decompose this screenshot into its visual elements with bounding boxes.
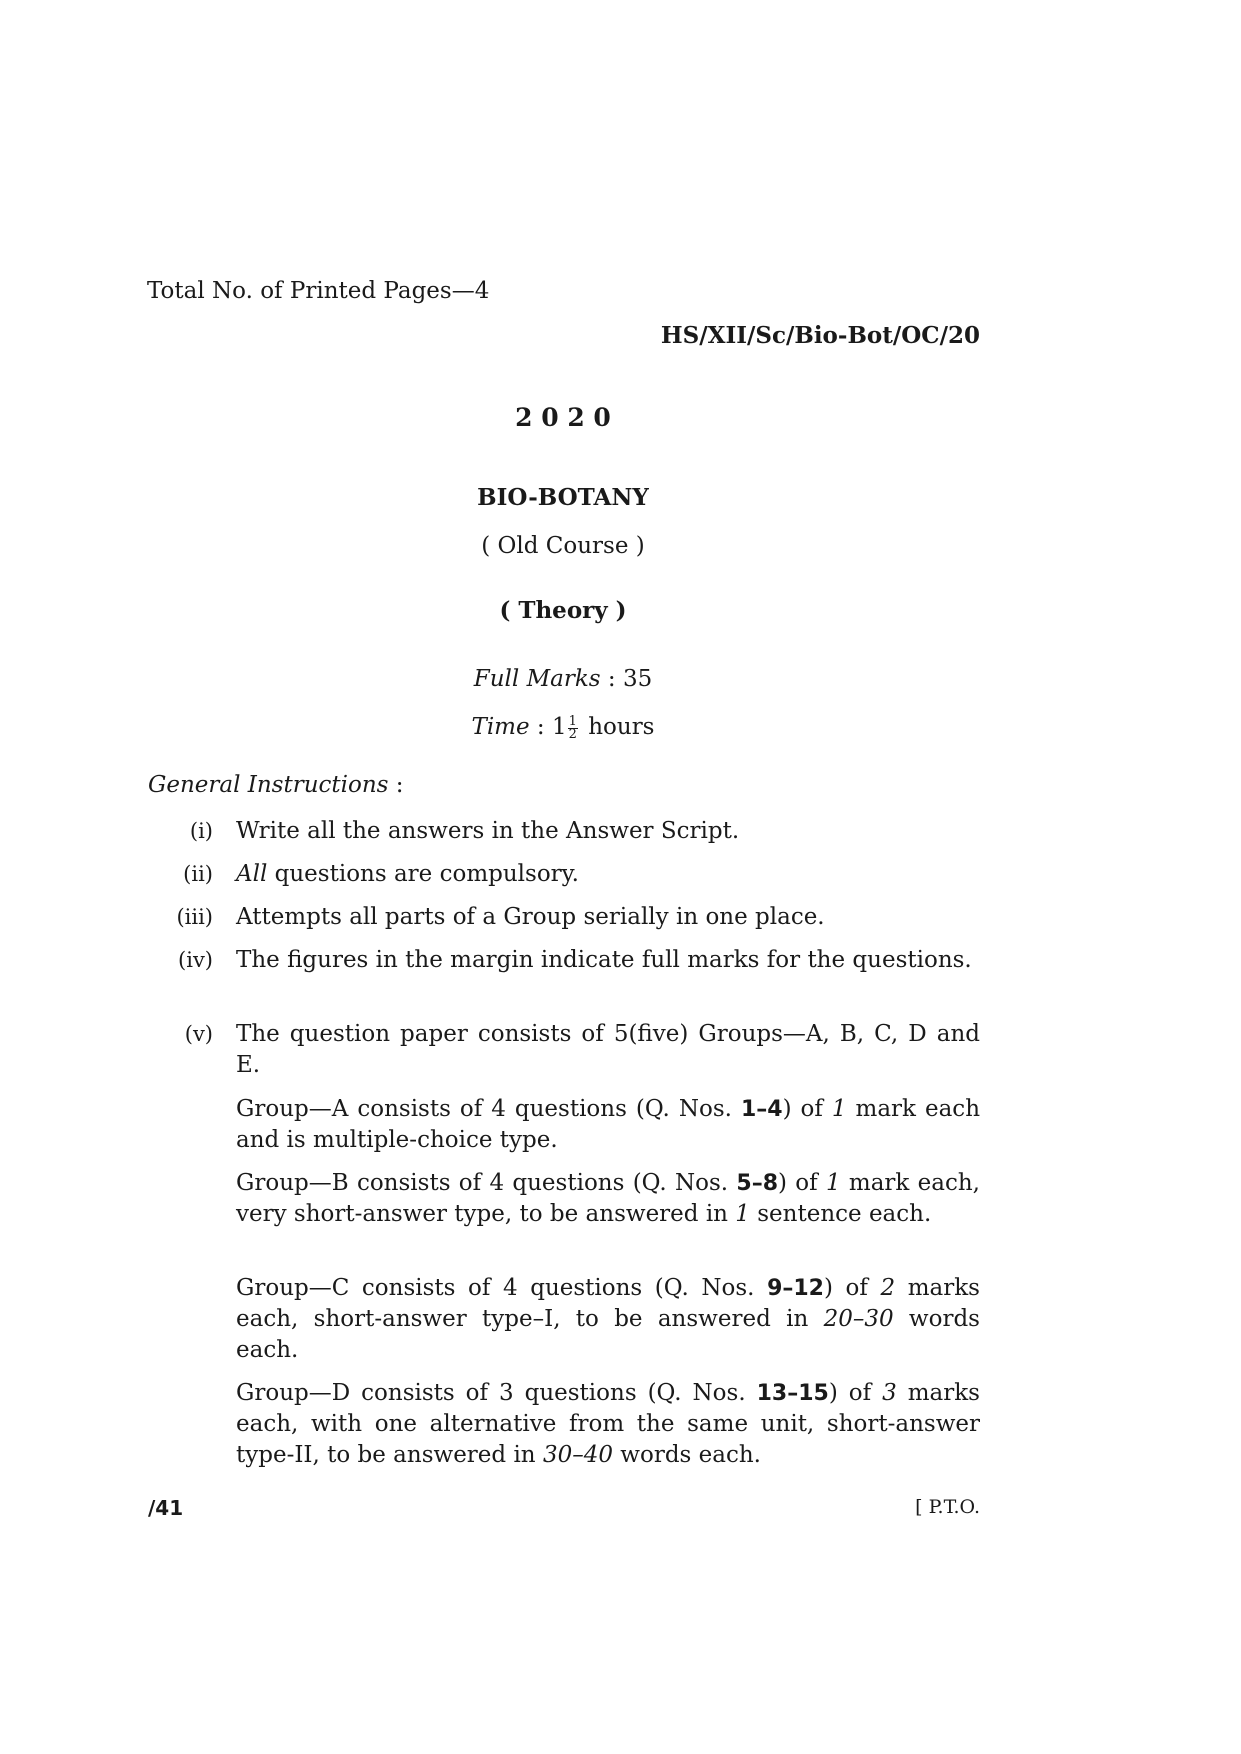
- course-label: ( Old Course ): [481, 533, 645, 559]
- instructions-heading-text: General Instructions: [148, 772, 389, 798]
- time-fraction-numerator: 1: [568, 713, 577, 729]
- instruction-number: (iv): [178, 948, 213, 972]
- group-c-description: [236, 1273, 980, 1366]
- time-fraction: [568, 713, 578, 742]
- instruction-number: (ii): [183, 862, 213, 886]
- group-text: Group—B consists of 4 questions (Q. Nos.: [236, 1170, 737, 1196]
- group-text: words each.: [612, 1442, 761, 1468]
- pto-label: [ P.T.O.: [915, 1496, 980, 1518]
- paper-code: HS/XII/Sc/Bio-Bot/OC/20: [660, 322, 980, 349]
- instruction-text: Write all the answers in the Answer Script.: [236, 818, 740, 844]
- instruction-number: (i): [189, 819, 213, 843]
- instruction-text: The question paper consists of 5(five) Groups—A, B, C, D and E.: [236, 1021, 980, 1078]
- word-range: 30–40: [542, 1442, 613, 1468]
- sentence-count: 1: [735, 1201, 750, 1227]
- mark-value: 1: [825, 1170, 841, 1196]
- group-d-description: [236, 1378, 980, 1471]
- group-text: marks each, short-answer type–I, to be answered in: [236, 1275, 980, 1332]
- full-marks-value: : 35: [607, 666, 653, 692]
- group-text: marks each, with one alternative from the same unit, short-answer type-II, to be answered in: [236, 1380, 980, 1468]
- instructions-heading: [148, 772, 404, 798]
- time-unit: hours: [588, 714, 655, 740]
- question-range: 13–15: [756, 1381, 829, 1406]
- instruction-number: (v): [184, 1022, 213, 1046]
- subject-title: BIO-BOTANY: [477, 484, 649, 511]
- group-text: mark each, very short-answer type, to be answered in: [236, 1170, 980, 1227]
- group-text: Group—C consists of 4 questions (Q. Nos.: [236, 1275, 768, 1301]
- instruction-number: (iii): [176, 905, 213, 929]
- group-text: sentence each.: [749, 1201, 932, 1227]
- mark-value: 3: [882, 1380, 897, 1406]
- mark-value: 1: [831, 1096, 847, 1122]
- time-separator: :: [536, 714, 545, 740]
- theory-label: ( Theory ): [499, 597, 627, 624]
- group-text: words each.: [236, 1306, 980, 1363]
- question-range: 9–12: [767, 1276, 824, 1301]
- group-text: Group—A consists of 4 questions (Q. Nos.: [236, 1096, 741, 1122]
- instruction-text: [236, 859, 980, 890]
- group-text: ) of: [782, 1096, 832, 1122]
- group-text: ) of: [778, 1170, 826, 1196]
- group-text: Group—D consists of 3 questions (Q. Nos.: [236, 1380, 757, 1406]
- group-a-description: [236, 1094, 980, 1156]
- exam-year: 2 0 2 0: [515, 403, 611, 432]
- time-whole: 1: [551, 714, 567, 740]
- mark-value: 2: [880, 1275, 896, 1301]
- group-text: ) of: [824, 1275, 881, 1301]
- full-marks: [0, 666, 1126, 692]
- instruction-text: Attempts all parts of a Group serially in one place.: [236, 904, 825, 930]
- full-marks-label: Full Marks: [473, 666, 601, 692]
- group-text: ) of: [828, 1380, 883, 1406]
- instruction-emphasis: All: [236, 861, 268, 887]
- instruction-text: The figures in the margin indicate full marks for the questions.: [236, 947, 972, 973]
- footer-code: /41: [148, 1496, 184, 1520]
- group-text: mark each and is multiple-choice type.: [236, 1096, 981, 1153]
- time-label: Time: [471, 714, 530, 740]
- time-allowed: [0, 714, 1126, 741]
- question-range: 5–8: [736, 1171, 779, 1196]
- question-range: 1–4: [740, 1097, 783, 1122]
- group-b-description: [236, 1168, 980, 1230]
- total-pages: Total No. of Printed Pages—4: [147, 278, 490, 304]
- instructions-heading-colon: :: [395, 772, 404, 798]
- instruction-text-rest: questions are compulsory.: [267, 861, 579, 887]
- word-range: 20–30: [823, 1306, 894, 1332]
- time-fraction-denominator: 2: [568, 726, 577, 742]
